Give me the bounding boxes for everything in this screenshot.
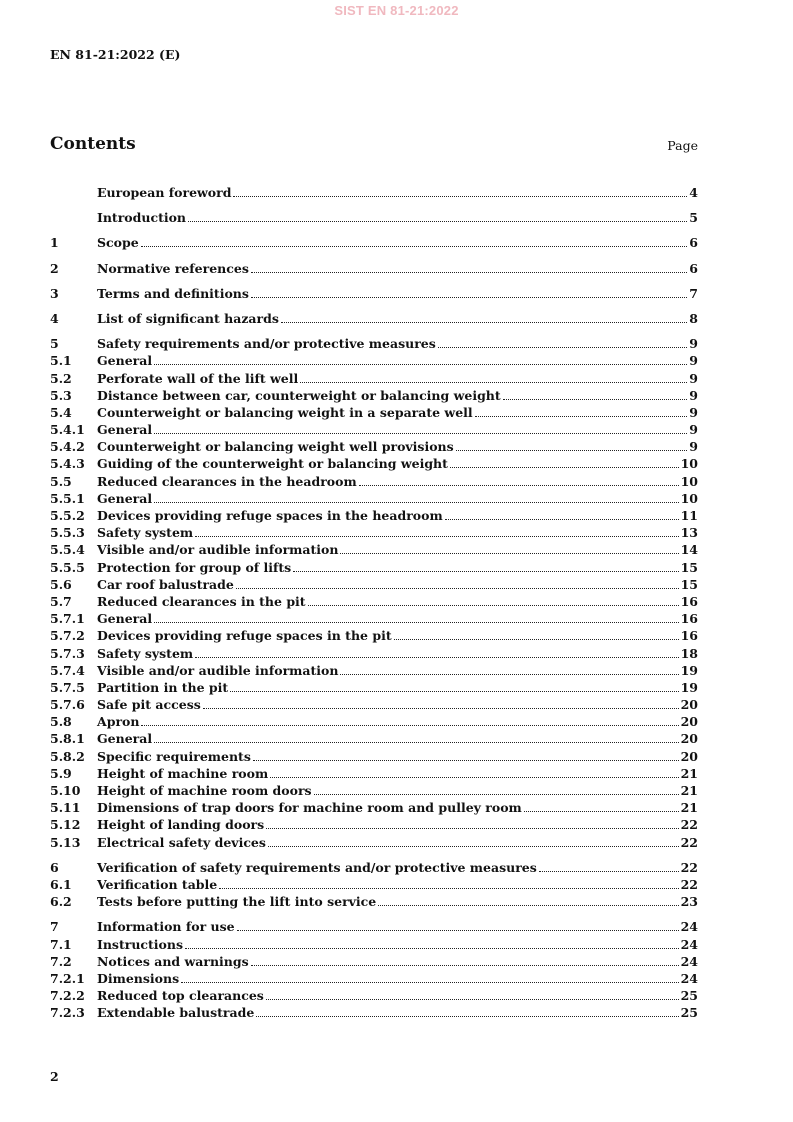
dot-leader	[340, 674, 678, 675]
toc-entry-number: 6	[50, 859, 59, 875]
toc-entry-number: 5.3	[50, 387, 72, 403]
toc-entry-page: 9	[689, 387, 698, 403]
toc-entry-title: Scope	[97, 235, 139, 251]
toc-entry-title: General	[97, 422, 153, 438]
toc-entry-number: 3	[50, 285, 59, 301]
dot-leader	[154, 502, 678, 503]
dot-leader	[219, 888, 678, 889]
toc-entry[interactable]	[50, 859, 698, 876]
toc-entry-page: 22	[680, 834, 698, 850]
toc-entry-number: 5.7.4	[50, 662, 85, 678]
toc-entry-number: 7.2.3	[50, 1005, 85, 1021]
toc-entry-title: Safety requirements and/or protective measures	[97, 336, 436, 352]
toc-entry-page: 23	[680, 894, 698, 910]
toc-entry[interactable]	[50, 370, 698, 387]
toc-entry-page: 5	[689, 210, 698, 226]
toc-entry-title: Visible and/or audible information	[97, 542, 339, 558]
toc-entry-page: 13	[680, 525, 698, 541]
dot-leader	[456, 450, 688, 451]
toc-entry-page: 22	[680, 817, 698, 833]
toc-entry-page: 10	[680, 456, 698, 472]
toc-entry-page: 20	[680, 731, 698, 747]
toc-entry-page: 9	[689, 353, 698, 369]
toc-entry-title: Safety system	[97, 525, 194, 541]
document-id: EN 81-21:2022 (E)	[50, 47, 181, 62]
toc-entry-number: 7.2	[50, 953, 72, 969]
toc-entry-page: 18	[680, 645, 698, 661]
toc-entry-title: Counterweight or balancing weight well provisions	[97, 439, 454, 455]
toc-entry-title: Dimensions	[97, 970, 180, 986]
toc-entry[interactable]	[50, 627, 698, 644]
toc-entry-number: 7	[50, 919, 59, 935]
toc-entry-number: 5.5.5	[50, 559, 85, 575]
dot-leader	[293, 571, 678, 572]
toc-entry-title: Safety system	[97, 645, 194, 661]
page-column-label: Page	[667, 138, 698, 153]
toc-entry-number: 7.2.2	[50, 988, 85, 1004]
toc-entry-page: 9	[689, 336, 698, 352]
toc-entry-number: 5.4	[50, 404, 72, 420]
toc-entry-number: 6.1	[50, 876, 72, 892]
toc-entry-page: 4	[689, 185, 698, 200]
toc-entry-number: 5.5	[50, 473, 72, 489]
toc-entry[interactable]	[50, 576, 698, 593]
toc-entry-page: 25	[680, 988, 698, 1004]
toc-entry[interactable]	[50, 893, 698, 910]
dot-leader	[300, 382, 687, 383]
dot-leader	[378, 905, 678, 906]
toc-entry-page: 21	[680, 800, 698, 816]
dot-leader	[251, 297, 687, 298]
toc-entry-page: 21	[680, 765, 698, 781]
toc-entry-title: Protection for group of lifts	[97, 559, 292, 575]
toc-entry[interactable]	[50, 816, 698, 833]
toc-entry-page: 19	[680, 679, 698, 695]
toc-entry-page: 14	[680, 542, 698, 558]
toc-entry-title: General	[97, 353, 153, 369]
toc-entry-page: 24	[680, 970, 698, 986]
toc-entry[interactable]	[50, 387, 698, 404]
toc-entry-title: Dimensions of trap doors for machine room and pulley room	[97, 800, 522, 816]
toc-entry-page: 16	[680, 611, 698, 627]
toc-entry-title: Height of machine room doors	[97, 783, 312, 798]
toc-entry-page: 16	[680, 593, 698, 609]
dot-leader	[340, 553, 678, 554]
toc-entry-title: Normative references	[97, 260, 249, 276]
toc-entry-title: List of significant hazards	[97, 310, 279, 326]
toc-entry[interactable]	[50, 645, 698, 662]
toc-entry[interactable]	[50, 730, 698, 747]
toc-entry-page: 9	[689, 370, 698, 386]
dot-leader	[314, 794, 679, 795]
toc-entry[interactable]	[50, 987, 698, 1004]
toc-entry-page: 6	[689, 260, 698, 276]
dot-leader	[230, 691, 678, 692]
toc-entry[interactable]	[50, 541, 698, 558]
toc-entry-page: 21	[680, 783, 698, 798]
dot-leader	[237, 930, 679, 931]
toc-entry[interactable]	[50, 748, 698, 765]
toc-entry[interactable]	[50, 209, 698, 226]
toc-entry[interactable]	[50, 455, 698, 472]
dot-leader	[253, 760, 679, 761]
dot-leader	[195, 536, 678, 537]
toc-entry-number: 5.1	[50, 353, 72, 369]
toc-entry[interactable]	[50, 679, 698, 696]
toc-entry[interactable]	[50, 421, 698, 438]
toc-entry[interactable]	[50, 918, 698, 935]
dot-leader	[539, 871, 679, 872]
toc-entry-number: 5.12	[50, 817, 81, 833]
dot-leader	[185, 948, 679, 949]
toc-entry-page: 24	[680, 953, 698, 969]
dot-leader	[445, 519, 679, 520]
toc-entry-title: Height of machine room	[97, 765, 269, 781]
toc-entry[interactable]	[50, 713, 698, 730]
toc-entry-number: 5.7.2	[50, 628, 85, 644]
toc-entry[interactable]	[50, 404, 698, 421]
dot-leader	[308, 605, 679, 606]
toc-entry-title: Information for use	[97, 919, 235, 935]
dot-leader	[203, 708, 679, 709]
toc-entry-page: 20	[680, 748, 698, 764]
toc-entry-number: 5.11	[50, 800, 81, 816]
toc-entry-number: 5.10	[50, 783, 81, 798]
toc-entry-page: 10	[680, 490, 698, 506]
toc-entry-title: Devices providing refuge spaces in the pit	[97, 628, 392, 644]
dot-leader	[268, 846, 679, 847]
dot-leader	[251, 965, 679, 966]
toc-entry-page: 9	[689, 422, 698, 438]
toc-entry-number: 5.8.1	[50, 731, 85, 747]
page-number: 2	[50, 1069, 59, 1084]
toc-entry[interactable]	[50, 799, 698, 816]
dot-leader	[266, 828, 678, 829]
toc-entry[interactable]	[50, 834, 698, 851]
toc-entry-page: 24	[680, 936, 698, 952]
toc-entry[interactable]	[50, 507, 698, 524]
toc-entry[interactable]	[50, 782, 698, 799]
dot-leader	[266, 999, 679, 1000]
toc-entry-number: 5.7.5	[50, 679, 85, 695]
toc-entry-page: 20	[680, 714, 698, 730]
toc-entry-title: Safe pit access	[97, 697, 201, 713]
toc-entry[interactable]	[50, 765, 698, 782]
toc-entry-number: 1	[50, 235, 59, 251]
dot-leader	[281, 322, 687, 323]
toc-entry-number: 5.13	[50, 834, 81, 850]
toc-entry[interactable]	[50, 970, 698, 987]
toc-entry[interactable]	[50, 184, 698, 201]
toc-entry-title: Terms and definitions	[97, 285, 249, 301]
dot-leader	[141, 725, 678, 726]
toc-entry-number: 4	[50, 310, 59, 326]
toc-entry[interactable]	[50, 473, 698, 490]
toc-entry-page: 20	[680, 697, 698, 713]
watermark: SIST EN 81-21:2022	[334, 3, 459, 18]
dot-leader	[154, 364, 687, 365]
toc-entry-page: 6	[689, 235, 698, 251]
toc-entry[interactable]	[50, 953, 698, 970]
toc-entry-title: Apron	[97, 714, 140, 730]
toc-entry-page: 9	[689, 404, 698, 420]
dot-leader	[188, 221, 687, 222]
toc-entry-number: 6.2	[50, 894, 72, 910]
toc-entry-title: Height of landing doors	[97, 817, 265, 833]
toc-entry[interactable]	[50, 524, 698, 541]
toc-entry-number: 5.6	[50, 576, 72, 592]
toc-entry-title: European foreword	[97, 185, 232, 200]
toc-entry-number: 7.2.1	[50, 970, 85, 986]
toc-entry-number: 5.4.2	[50, 439, 85, 455]
dot-leader	[154, 622, 678, 623]
dot-leader	[154, 742, 678, 743]
toc-entry-title: Reduced clearances in the headroom	[97, 473, 357, 489]
dot-leader	[450, 467, 679, 468]
toc-entry-title: General	[97, 490, 153, 506]
toc-entry-number: 5.8	[50, 714, 72, 730]
toc-entry-title: Introduction	[97, 210, 187, 226]
toc-entry-number: 5.4.1	[50, 422, 85, 438]
toc-entry-title: Notices and warnings	[97, 953, 249, 969]
toc-entry-number: 2	[50, 260, 59, 276]
toc-entry-title: Visible and/or audible information	[97, 662, 339, 678]
toc-entry-title: Guiding of the counterweight or balancing weight	[97, 456, 448, 472]
toc-entry-title: Counterweight or balancing weight in a separate well	[97, 404, 473, 420]
dot-leader	[503, 399, 688, 400]
dot-leader	[270, 777, 678, 778]
dot-leader	[141, 246, 688, 247]
toc-entry-page: 9	[689, 439, 698, 455]
toc-entry-title: Distance between car, counterweight or balancing weight	[97, 387, 501, 403]
toc-entry-number: 5.5.2	[50, 508, 85, 523]
toc-entry[interactable]	[50, 610, 698, 627]
toc-entry-title: Perforate wall of the lift well	[97, 370, 299, 386]
toc-entry-number: 5.2	[50, 370, 72, 386]
toc-entry[interactable]	[50, 662, 698, 679]
toc-entry[interactable]	[50, 593, 698, 610]
toc-entry-title: General	[97, 731, 153, 747]
toc-entry-page: 22	[680, 876, 698, 892]
toc-entry[interactable]	[50, 234, 698, 251]
toc-entry-title: Reduced clearances in the pit	[97, 593, 306, 609]
dot-leader	[233, 196, 687, 197]
toc-entry-number: 5	[50, 336, 59, 352]
toc-entry-page: 7	[689, 285, 698, 301]
dot-leader	[256, 1016, 678, 1017]
dot-leader	[154, 433, 687, 434]
toc-entry-page: 22	[680, 859, 698, 875]
dot-leader	[181, 982, 678, 983]
toc-entry-title: Reduced top clearances	[97, 988, 264, 1004]
toc-entry[interactable]	[50, 1004, 698, 1021]
toc-entry-number: 5.9	[50, 765, 72, 781]
toc-entry-title: Car roof balustrade	[97, 576, 234, 592]
toc-entry-title: Instructions	[97, 936, 184, 952]
toc-entry-title: Extendable balustrade	[97, 1005, 255, 1021]
dot-leader	[236, 588, 679, 589]
toc-entry-page: 8	[689, 310, 698, 326]
toc-entry-number: 5.7	[50, 593, 72, 609]
dot-leader	[195, 657, 678, 658]
toc-entry-page: 15	[680, 559, 698, 575]
toc-entry-number: 5.7.6	[50, 697, 85, 713]
toc-entry-number: 5.5.1	[50, 490, 85, 506]
toc-entry-page: 19	[680, 662, 698, 678]
toc-entry-page: 25	[680, 1005, 698, 1021]
toc-entry-title: Verification table	[97, 876, 218, 892]
toc-entry-page: 15	[680, 576, 698, 592]
toc-entry[interactable]	[50, 310, 698, 327]
toc-entry[interactable]	[50, 438, 698, 455]
toc-entry[interactable]	[50, 260, 698, 277]
toc-entry[interactable]	[50, 285, 698, 302]
toc-entry[interactable]	[50, 559, 698, 576]
toc-entry-page: 10	[680, 473, 698, 489]
toc-entry[interactable]	[50, 876, 698, 893]
toc-entry-title: Specific requirements	[97, 748, 251, 764]
toc-entry-title: General	[97, 611, 153, 627]
toc-entry-number: 5.8.2	[50, 748, 85, 764]
toc-entry-number: 5.5.4	[50, 542, 85, 558]
dot-leader	[475, 416, 688, 417]
toc-entry-number: 5.5.3	[50, 525, 85, 541]
toc-entry-number: 5.7.3	[50, 645, 85, 661]
table-of-contents	[50, 184, 698, 1021]
toc-entry-title: Devices providing refuge spaces in the headroom	[97, 508, 443, 523]
dot-leader	[438, 347, 688, 348]
toc-entry[interactable]	[50, 696, 698, 713]
contents-title: Contents	[50, 134, 136, 154]
toc-entry-title: Electrical safety devices	[97, 834, 266, 850]
toc-entry-number: 5.7.1	[50, 611, 85, 627]
toc-entry-number: 5.4.3	[50, 456, 85, 472]
toc-entry[interactable]	[50, 936, 698, 953]
toc-entry[interactable]	[50, 335, 698, 352]
dot-leader	[251, 272, 687, 273]
toc-entry-title: Verification of safety requirements and/or protective measures	[97, 859, 537, 875]
dot-leader	[359, 485, 679, 486]
dot-leader	[524, 811, 679, 812]
toc-entry[interactable]	[50, 352, 698, 369]
toc-entry[interactable]	[50, 490, 698, 507]
toc-entry-title: Partition in the pit	[97, 679, 229, 695]
toc-entry-page: 11	[680, 508, 698, 523]
toc-entry-number: 7.1	[50, 936, 72, 952]
toc-entry-page: 16	[680, 628, 698, 644]
toc-entry-title: Tests before putting the lift into service	[97, 894, 377, 910]
toc-entry-page: 24	[680, 919, 698, 935]
dot-leader	[394, 639, 679, 640]
